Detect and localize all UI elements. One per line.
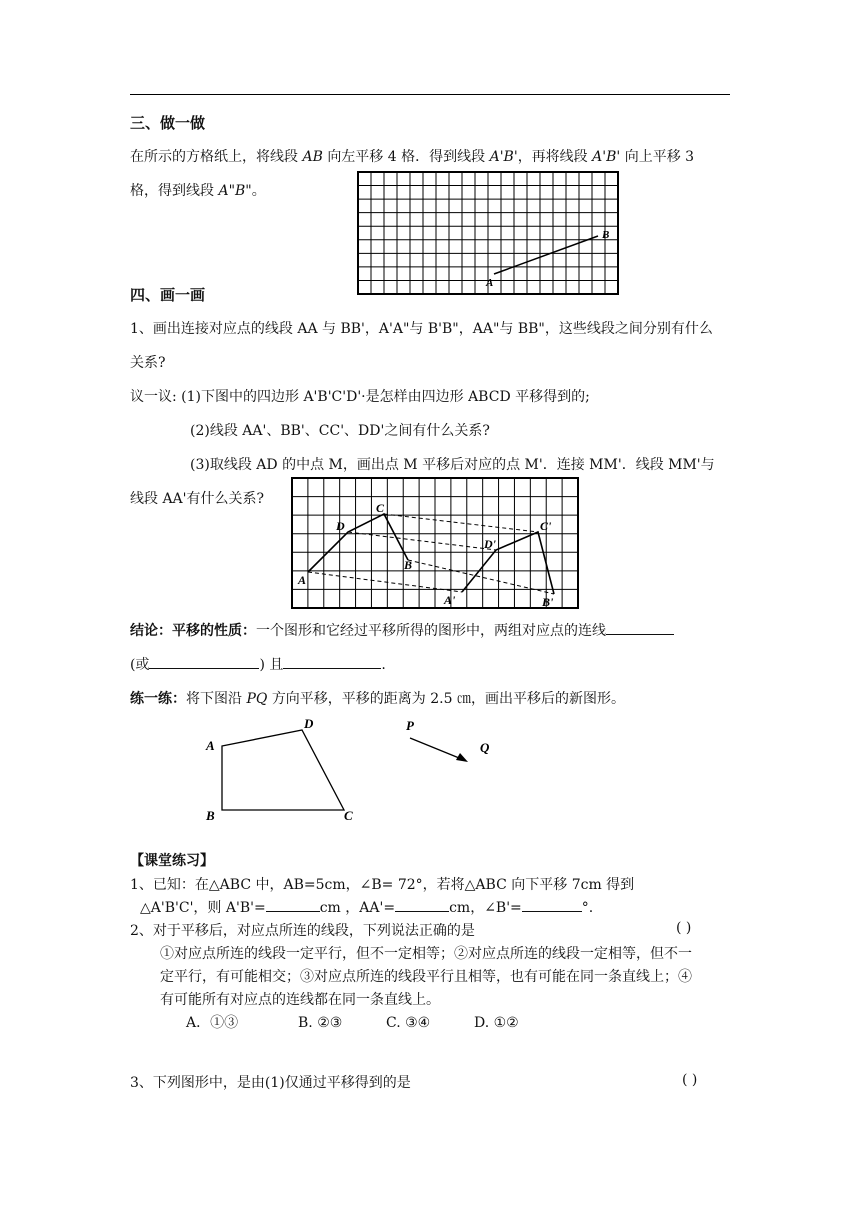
- fig2-label-a-prime: A': [444, 593, 456, 607]
- cw-q2-options: [186, 1012, 519, 1032]
- text: PQ: [246, 691, 268, 707]
- conclusion-line2: [130, 654, 386, 674]
- text: 方向平移，平移的距离为 2.5 ㎝，画出平移后的新图形。: [271, 691, 625, 707]
- practice-label-b: B: [206, 808, 215, 823]
- text: A'B': [592, 149, 621, 165]
- fig2-label-d-prime: D': [484, 537, 496, 551]
- practice-label-c: C: [344, 808, 353, 823]
- quad-abcd-prime: [462, 532, 554, 594]
- header-rule: [130, 94, 730, 95]
- cw-q3-paren: ( ): [682, 1072, 698, 1088]
- arrow-head: [456, 753, 468, 762]
- text: cm ，AA'=: [319, 900, 396, 916]
- text: °.: [581, 900, 594, 916]
- cw-q2-paren: ( ): [676, 920, 692, 936]
- option-c[interactable]: C. ③④: [386, 1015, 431, 1031]
- practice-label-q: Q: [480, 740, 490, 755]
- text: A"B": [218, 183, 252, 199]
- discuss-line2: (2)线段 AA'、BB'、CC'、DD'之间有什么关系?: [190, 423, 490, 439]
- discuss-line4: 线段 AA'有什么关系?: [130, 491, 265, 507]
- section3-title: 三、做一做: [130, 114, 206, 132]
- text: ) 且: [259, 657, 284, 673]
- practice-figure: [196, 712, 506, 828]
- discuss-line3: (3)取线段 AD 的中点 M，画出点 M 平移后对应的点 M'．连接 MM'．线段 MM'与: [190, 457, 715, 473]
- answer-blank[interactable]: [522, 899, 582, 912]
- text: 将下图沿: [186, 691, 242, 707]
- text: 格，得到线段: [130, 183, 214, 199]
- fig2-label-b-prime: B': [542, 595, 554, 609]
- discuss-line1: 议一议: (1)下图中的四边形 A'B'C'D'·是怎样由四边形 ABCD 平移得到的;: [130, 389, 590, 405]
- text: (或: [130, 657, 150, 673]
- option-d[interactable]: D. ①②: [474, 1015, 519, 1031]
- cw-q2-line1: 2、对于平移后，对应点所连的线段，下列说法正确的是: [130, 923, 475, 939]
- classwork-title: 【课堂练习】: [130, 853, 214, 869]
- text: △A'B'C'，则 A'B'=: [140, 900, 266, 916]
- segment-ab: [494, 236, 598, 274]
- conclusion-line1: [130, 620, 674, 640]
- practice-label-d: D: [304, 716, 314, 731]
- quad-abcd: [308, 514, 408, 572]
- answer-blank[interactable]: [266, 899, 320, 912]
- grid-figure-2: [290, 476, 580, 610]
- section3-line1: [130, 146, 694, 166]
- cw-q3-line1: 3、下列图形中，是由(1)仅通过平移得到的是: [130, 1075, 411, 1091]
- dashed-connectors: [308, 514, 554, 594]
- text: 向上平移 3: [624, 149, 695, 165]
- cw-q1-line2: [130, 897, 593, 917]
- fig2-label-b: B: [404, 558, 413, 572]
- answer-blank[interactable]: [606, 622, 674, 635]
- grid-figure-1: [356, 170, 620, 296]
- cw-q2-line3: 定平行，有可能相交；③对应点所连的线段平行且相等，也有可能在同一条直线上；④: [160, 969, 692, 985]
- fig2-label-a: A: [298, 573, 307, 587]
- text: A'B': [489, 149, 518, 165]
- cw-q2-line4: 有可能所有对应点的连线都在同一条直线上。: [160, 992, 440, 1008]
- text: ，再将线段: [517, 149, 588, 165]
- practice-label-a: A: [206, 738, 215, 753]
- option-b[interactable]: B. ②③: [298, 1015, 343, 1031]
- fig2-label-d: D: [336, 519, 345, 533]
- answer-blank[interactable]: [395, 899, 449, 912]
- cw-q1-line1: 1、已知：在△ABC 中，AB=5cm，∠B= 72°，若将△ABC 向下平移 7cm 得到: [130, 877, 635, 893]
- practice-line: [130, 688, 625, 708]
- answer-blank[interactable]: [283, 656, 381, 669]
- fig2-label-c: C: [376, 501, 385, 515]
- arrow-pq: [410, 738, 464, 760]
- text: 一个图形和它经过平移所得的图形中，两组对应点的连线: [256, 623, 606, 639]
- option-a[interactable]: A．①③: [186, 1015, 239, 1031]
- text: cm，∠B'=: [449, 900, 522, 916]
- cw-q2-line2: ①对应点所连的线段一定平行，但不一定相等；②对应点所连的线段一定相等，但不一: [160, 946, 692, 962]
- practice-label-p: P: [406, 718, 414, 733]
- section3-line2: [130, 180, 266, 200]
- text: 向左平移 4 格．得到线段: [327, 149, 486, 165]
- section4-title: 四、画一画: [130, 286, 206, 304]
- section4-q1-line1: 1、画出连接对应点的线段 AA 与 BB'，A'A"与 B'B"，AA"与 BB"，这些线段之间分别有什么: [130, 321, 713, 337]
- section4-q1-line2: 关系?: [130, 355, 166, 371]
- answer-blank[interactable]: [149, 656, 259, 669]
- conclusion-label: 结论：平移的性质：: [130, 623, 256, 639]
- text: 。: [251, 183, 266, 199]
- quad-practice: [222, 730, 344, 810]
- practice-label: 练一练：: [130, 691, 186, 707]
- label-a: A: [486, 277, 494, 289]
- text: AB: [302, 149, 323, 165]
- text: .: [381, 657, 386, 673]
- text: 在所示的方格纸上，将线段: [130, 149, 298, 165]
- label-b: B: [602, 229, 610, 241]
- fig2-label-c-prime: C': [540, 519, 552, 533]
